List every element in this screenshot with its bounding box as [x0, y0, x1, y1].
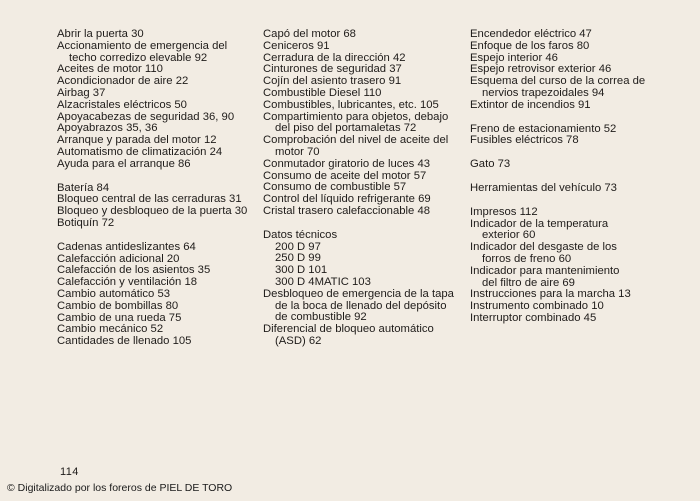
index-entry: [57, 218, 257, 230]
index-entry: [57, 159, 257, 171]
index-entry-text: Cadenas antideslizantes 64: [57, 240, 196, 253]
index-entry-text: 200 D 97: [275, 240, 321, 253]
scan-credit: © Digitalizado por los foreros de PIEL DE TORO: [7, 482, 233, 494]
index-entry-text: Abrir la puerta 30: [57, 28, 144, 40]
index-entry: [57, 336, 257, 348]
index-entry-continuation: (ASD) 62: [275, 334, 322, 347]
index-entry-text: Airbag 37: [57, 86, 106, 99]
index-entry: [263, 277, 463, 289]
index-entry-text: Bloqueo central de las cerraduras 31: [57, 193, 242, 206]
index-entry-text: Cantidades de llenado 105: [57, 335, 192, 348]
index-entry-continuation: exterior 60: [482, 229, 536, 242]
index-entry: [57, 41, 257, 65]
index-entry: [263, 289, 463, 324]
index-entry-text: Conmutador giratorio de luces 43: [263, 157, 431, 170]
index-entry-text: Automatismo de climatización 24: [57, 145, 223, 158]
index-entry-text: Botiquín 72: [57, 216, 115, 229]
index-entry: [263, 41, 463, 53]
index-entry-text: Ayuda para el arranque 86: [57, 157, 191, 170]
index-entry-text: Extintor de incendios 91: [470, 98, 591, 111]
index-entry-text: Encendedor eléctrico 47: [470, 28, 592, 40]
index-entry-text: Consumo de aceite del motor 57: [263, 169, 427, 182]
index-entry-text: Espejo interior 46: [470, 51, 558, 64]
index-entry: [263, 112, 463, 136]
index-entry: [57, 242, 257, 254]
index-entry: [263, 230, 463, 242]
index-entry-text: Capó del motor 68: [263, 28, 356, 40]
index-entry-text: Cerradura de la dirección 42: [263, 51, 406, 64]
index-entry-text: Combustibles, lubricantes, etc. 105: [263, 98, 439, 111]
index-entry-text: Comprobación del nivel de aceite del: [263, 134, 449, 147]
index-entry: [57, 289, 257, 301]
index-entry: [470, 183, 690, 195]
index-entry-text: Batería 84: [57, 181, 110, 194]
index-entry-text: Calefacción y ventilación 18: [57, 276, 198, 289]
index-entry-continuation: del filtro de aire 69: [482, 276, 575, 289]
index-entry: [57, 88, 257, 100]
index-entry-text: Calefacción adicional 20: [57, 252, 180, 265]
index-entry-text: Indicador del desgaste de los: [470, 241, 617, 254]
index-entry-text: Indicador de la temperatura: [470, 217, 609, 230]
index-entry: [470, 76, 690, 100]
index-entry: [470, 207, 690, 219]
index-entry: [57, 147, 257, 159]
index-entry: [263, 100, 463, 112]
page-number: 114: [60, 466, 79, 478]
index-entry-text: Combustible Diesel 110: [263, 86, 382, 99]
index-entry-text: Control del líquido refrigerante 69: [263, 193, 431, 206]
index-entry-text: Cristal trasero calefaccionable 48: [263, 204, 431, 217]
index-entry-text: Instrumento combinado 10: [470, 300, 604, 313]
index-entry-text: Alzacristales eléctricos 50: [57, 98, 187, 111]
index-entry-text: 300 D 4MATIC 103: [275, 275, 371, 288]
index-column-2: [263, 29, 463, 348]
index-entry-text: Apoyacabezas de seguridad 36, 90: [57, 110, 235, 123]
index-entry: [57, 301, 257, 313]
index-entry-text: Diferencial de bloqueo automático: [263, 323, 434, 336]
index-entry-text: Instrucciones para la marcha 13: [470, 288, 631, 301]
index-entry-text: 250 D 99: [275, 252, 321, 265]
index-entry-text: Calefacción de los asientos 35: [57, 264, 211, 277]
index-entry-text: Impresos 112: [470, 205, 538, 218]
index-entry-text: Enfoque de los faros 80: [470, 39, 590, 52]
index-entry-continuation: motor 70: [275, 145, 320, 158]
index-entry-text: Gato 73: [470, 158, 511, 171]
index-entry-text: Cinturones de seguridad 37: [263, 63, 402, 76]
index-column-1: [57, 29, 257, 348]
index-entry-continuation: techo corredizo elevable 92: [69, 51, 208, 64]
index-entry: [470, 41, 690, 53]
index-entry: [470, 313, 690, 325]
index-entry: [470, 159, 690, 171]
index-entry-text: Interruptor combinado 45: [470, 311, 597, 324]
index-entry-text: Indicador para mantenimiento: [470, 264, 620, 277]
index-entry-text: Fusibles eléctricos 78: [470, 134, 579, 147]
index-entry-text: Cojín del asiento trasero 91: [263, 75, 402, 88]
index-entry-text: Compartimiento para objetos, debajo: [263, 110, 449, 123]
index-entry: [470, 242, 690, 266]
index-entry: [263, 324, 463, 348]
index-entry-text: Bloqueo y desbloqueo de la puerta 30: [57, 205, 248, 218]
index-entry-continuation: nervios trapezoidales 94: [482, 86, 605, 99]
index-entry-text: Herramientas del vehículo 73: [470, 181, 617, 194]
index-entry: [470, 135, 690, 147]
index-entry-text: Consumo de combustible 57: [263, 181, 407, 194]
index-entry: [263, 206, 463, 218]
index-entry: [57, 100, 257, 112]
index-entry-text: Accionamiento de emergencia del: [57, 39, 228, 52]
index-entry-continuation: de la boca de llenado del depósito: [275, 299, 447, 312]
index-entry-text: Acondicionador de aire 22: [57, 75, 189, 88]
index-entry-text: Cambio de bombillas 80: [57, 299, 179, 312]
index-entry-text: Datos técnicos: [263, 228, 338, 241]
index-entry: [263, 135, 463, 159]
index-entry-text: Esquema del curso de la correa de: [470, 75, 646, 88]
index-entry-text: Cambio automático 53: [57, 287, 171, 300]
index-entry: [470, 219, 690, 243]
index-entry: [263, 159, 463, 171]
index-entry-text: 300 D 101: [275, 264, 328, 277]
index-entry-continuation: de combustible 92: [275, 311, 367, 324]
index-entry-text: Aceites de motor 110: [57, 63, 163, 76]
index-entry-continuation: forros de freno 60: [482, 252, 572, 265]
index-entry-text: Ceniceros 91: [263, 39, 330, 52]
index-entry-text: Arranque y parada del motor 12: [57, 134, 217, 147]
index-entry-text: Espejo retrovisor exterior 46: [470, 63, 612, 76]
index-entry-text: Desbloqueo de emergencia de la tapa: [263, 287, 454, 300]
index-entry-text: Freno de estacionamiento 52: [470, 122, 617, 135]
index-entry: [263, 88, 463, 100]
index-entry-text: Cambio mecánico 52: [57, 323, 164, 336]
index-entry-text: Cambio de una rueda 75: [57, 311, 182, 324]
index-entry: [470, 266, 690, 290]
index-entry-continuation: del piso del portamaletas 72: [275, 122, 417, 135]
index-entry-text: Apoyabrazos 35, 36: [57, 122, 158, 135]
index-column-3: [470, 29, 690, 325]
index-entry: [470, 100, 690, 112]
